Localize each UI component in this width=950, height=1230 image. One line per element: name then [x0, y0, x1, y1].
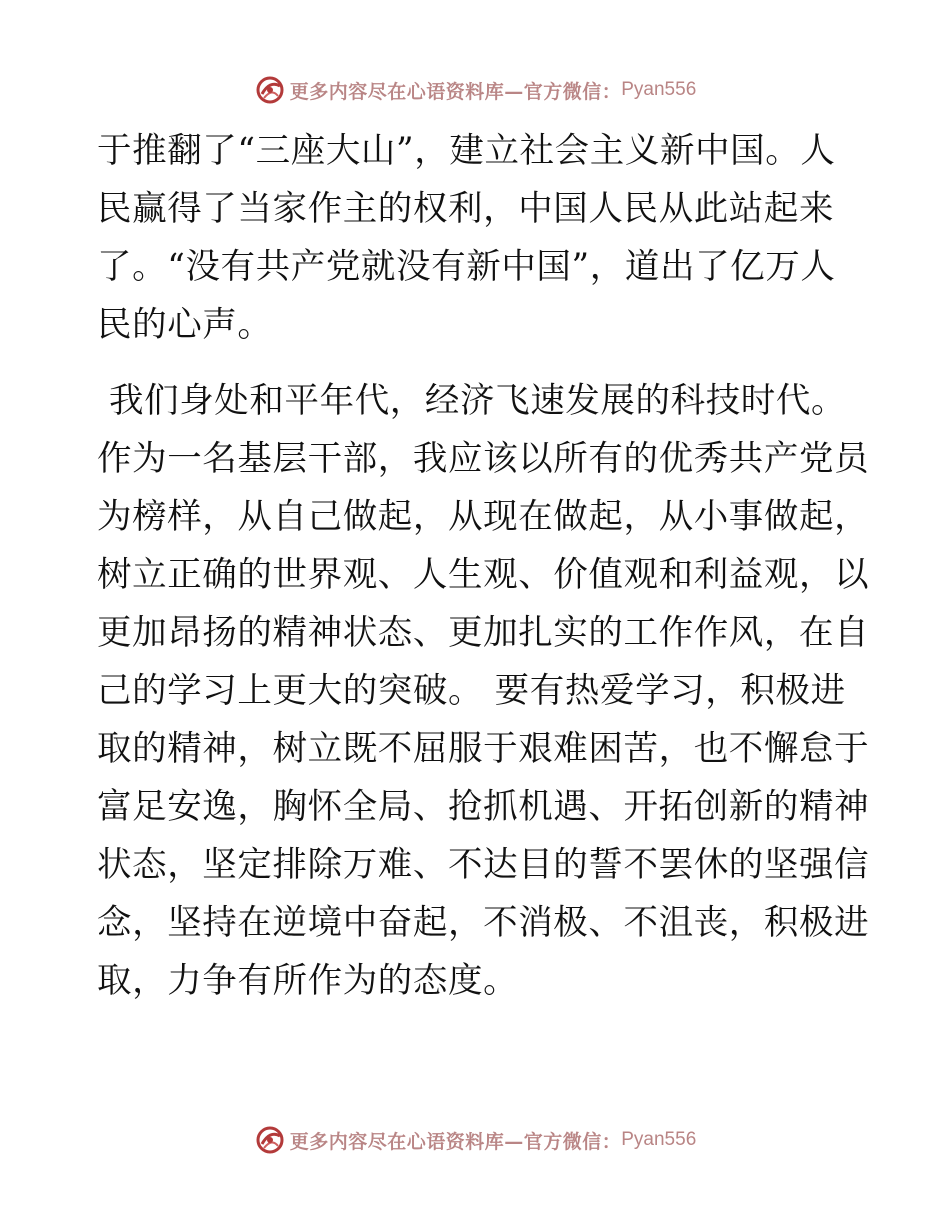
banner-text: 更多内容尽在心语资料库—官方微信：: [289, 1130, 622, 1153]
text-line: 状态，坚定排除万难、不达目的誓不罢休的坚强信: [97, 845, 870, 885]
text-line: 于推翻了“三座大山”，建立社会主义新中国。人: [97, 131, 836, 171]
text-line: 树立正确的世界观、人生观、价值观和利益观，以: [97, 555, 870, 595]
footer-banner: [0, 1122, 950, 1158]
text-line: 了。“没有共产党就没有新中国”，道出了亿万人: [97, 247, 836, 287]
text-line: 为榜样，从自己做起，从现在做起，从小事做起，: [97, 497, 870, 537]
text-line: 取，力争有所作为的态度。: [97, 961, 519, 1001]
text-line: 民赢得了当家作主的权利，中国人民从此站起来: [97, 189, 835, 229]
paragraph: [97, 372, 870, 1010]
red-swirl-logo-icon: [254, 1124, 286, 1156]
text-line: 更加昂扬的精神状态、更加扎实的工作作风，在自: [97, 613, 870, 653]
document-body: [97, 122, 870, 1010]
paragraph: [97, 122, 857, 354]
header-banner: [0, 72, 950, 108]
text-line: 念，坚持在逆境中奋起，不消极、不沮丧，积极进: [97, 903, 870, 943]
text-line: 民的心声。: [97, 305, 273, 345]
text-line: 我们身处和平年代，经济飞速发展的科技时代。: [109, 381, 847, 421]
banner-wechat-id: Pyan556: [621, 79, 697, 100]
banner-text: 更多内容尽在心语资料库—官方微信：: [289, 80, 622, 103]
banner-wechat-id: Pyan556: [621, 1129, 697, 1150]
red-swirl-logo-icon: [254, 74, 286, 106]
text-line: 作为一名基层干部，我应该以所有的优秀共产党员: [97, 439, 870, 479]
text-line: 取的精神，树立既不屈服于艰难困苦，也不懈怠于: [97, 729, 870, 769]
text-line: 己的学习上更大的突破。 要有热爱学习，积极进: [97, 671, 846, 711]
text-line: 富足安逸，胸怀全局、抢抓机遇、开拓创新的精神: [97, 787, 870, 827]
